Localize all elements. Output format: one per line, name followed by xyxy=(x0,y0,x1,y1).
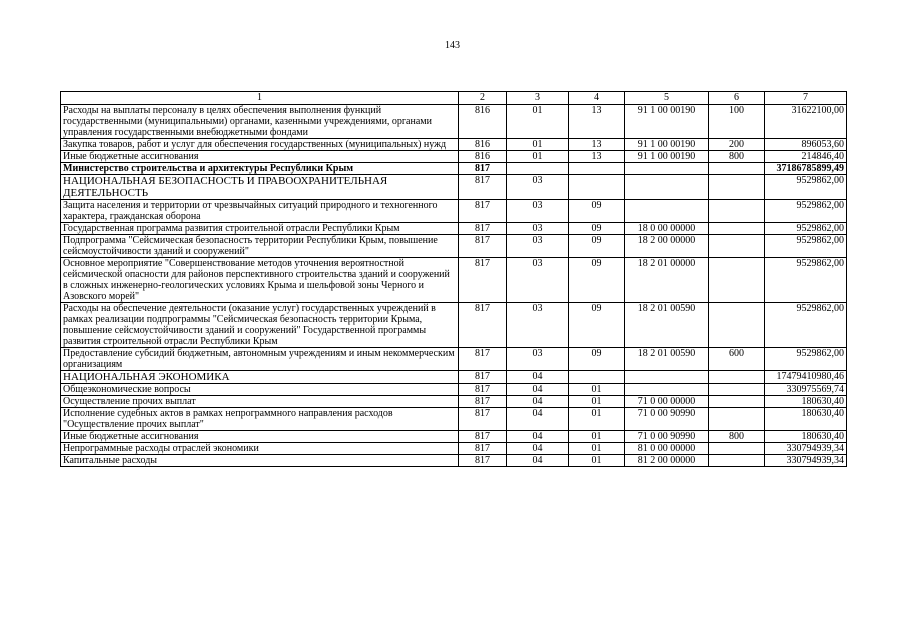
code-ministry-cell: 817 xyxy=(459,303,507,348)
code-expense-type-cell xyxy=(709,258,765,303)
row-name-cell: Общеэкономические вопросы xyxy=(61,384,459,396)
amount-cell: 31622100,00 xyxy=(765,105,847,139)
code-subsection-cell: 09 xyxy=(569,348,625,371)
code-section-cell: 03 xyxy=(507,348,569,371)
code-expense-type-cell xyxy=(709,408,765,431)
amount-cell: 37186785899,49 xyxy=(765,163,847,175)
table-row xyxy=(61,443,847,455)
amount-cell: 9529862,00 xyxy=(765,223,847,235)
row-name-cell: Капитальные расходы xyxy=(61,455,459,467)
code-ministry-cell: 816 xyxy=(459,105,507,139)
table-row xyxy=(61,139,847,151)
code-expense-type-cell xyxy=(709,163,765,175)
code-ministry-cell: 817 xyxy=(459,348,507,371)
code-ministry-cell: 817 xyxy=(459,175,507,200)
amount-cell: 9529862,00 xyxy=(765,175,847,200)
code-section-cell: 04 xyxy=(507,443,569,455)
code-ministry-cell: 817 xyxy=(459,258,507,303)
table-row xyxy=(61,151,847,163)
table-row xyxy=(61,431,847,443)
code-subsection-cell: 09 xyxy=(569,258,625,303)
code-subsection-cell: 13 xyxy=(569,139,625,151)
table-row xyxy=(61,303,847,348)
row-name-cell: Исполнение судебных актов в рамках непрограммного направления расходов "Осуществление прочих выплат" xyxy=(61,408,459,431)
column-header: 1 xyxy=(61,92,459,105)
table-row xyxy=(61,396,847,408)
code-subsection-cell: 09 xyxy=(569,200,625,223)
code-expense-type-cell xyxy=(709,371,765,384)
amount-cell: 9529862,00 xyxy=(765,303,847,348)
code-target-cell: 91 1 00 00190 xyxy=(625,151,709,163)
table-row xyxy=(61,408,847,431)
code-subsection-cell: 09 xyxy=(569,235,625,258)
code-expense-type-cell xyxy=(709,223,765,235)
amount-cell: 896053,60 xyxy=(765,139,847,151)
code-ministry-cell: 817 xyxy=(459,371,507,384)
column-header: 2 xyxy=(459,92,507,105)
amount-cell: 17479410980,46 xyxy=(765,371,847,384)
row-name-cell: Подпрограмма "Сейсмическая безопасность территории Республики Крым, повышение сейсмоустойчивости зданий и сооружений" xyxy=(61,235,459,258)
table-row xyxy=(61,223,847,235)
code-ministry-cell: 817 xyxy=(459,443,507,455)
amount-cell: 330794939,34 xyxy=(765,443,847,455)
code-ministry-cell: 817 xyxy=(459,235,507,258)
code-ministry-cell: 817 xyxy=(459,384,507,396)
column-header: 5 xyxy=(625,92,709,105)
code-expense-type-cell xyxy=(709,200,765,223)
code-expense-type-cell: 800 xyxy=(709,431,765,443)
code-expense-type-cell xyxy=(709,443,765,455)
row-name-cell: Расходы на обеспечение деятельности (оказание услуг) государственных учреждений в рамках реализации подпрограммы "Сейсмическая безопасность территории Крыма, повышение сейсмоустойчивости зданий и сооружений" Государственной программы развития строительной отрасли Республики Крым xyxy=(61,303,459,348)
amount-cell: 9529862,00 xyxy=(765,348,847,371)
code-target-cell: 18 2 00 00000 xyxy=(625,235,709,258)
code-expense-type-cell xyxy=(709,384,765,396)
amount-cell: 9529862,00 xyxy=(765,200,847,223)
code-section-cell: 01 xyxy=(507,105,569,139)
budget-table xyxy=(60,91,847,467)
code-target-cell: 81 2 00 00000 xyxy=(625,455,709,467)
row-name-cell: Иные бюджетные ассигнования xyxy=(61,431,459,443)
code-subsection-cell xyxy=(569,371,625,384)
code-section-cell: 03 xyxy=(507,223,569,235)
code-ministry-cell: 817 xyxy=(459,431,507,443)
code-subsection-cell xyxy=(569,175,625,200)
code-ministry-cell: 817 xyxy=(459,455,507,467)
code-expense-type-cell: 200 xyxy=(709,139,765,151)
table-row xyxy=(61,371,847,384)
code-subsection-cell: 13 xyxy=(569,151,625,163)
row-name-cell: Предоставление субсидий бюджетным, автономным учреждениям и иным некоммерческим организациям xyxy=(61,348,459,371)
code-subsection-cell: 01 xyxy=(569,455,625,467)
column-header: 4 xyxy=(569,92,625,105)
code-ministry-cell: 817 xyxy=(459,223,507,235)
amount-cell: 180630,40 xyxy=(765,408,847,431)
code-target-cell: 91 1 00 00190 xyxy=(625,105,709,139)
row-name-cell: Иные бюджетные ассигнования xyxy=(61,151,459,163)
code-target-cell: 18 0 00 00000 xyxy=(625,223,709,235)
code-expense-type-cell xyxy=(709,175,765,200)
table-row xyxy=(61,105,847,139)
row-name-cell: Государственная программа развития строительной отрасли Республики Крым xyxy=(61,223,459,235)
row-name-cell: Расходы на выплаты персоналу в целях обеспечения выполнения функций государственными (муниципальными) органами, казенными учреждениями, органами управления государственными внебюджетными фондами xyxy=(61,105,459,139)
code-section-cell: 03 xyxy=(507,303,569,348)
code-section-cell: 03 xyxy=(507,258,569,303)
table-row xyxy=(61,200,847,223)
code-target-cell: 71 0 00 00000 xyxy=(625,396,709,408)
code-subsection-cell: 01 xyxy=(569,396,625,408)
code-section-cell xyxy=(507,163,569,175)
amount-cell: 180630,40 xyxy=(765,396,847,408)
row-name-cell: НАЦИОНАЛЬНАЯ ЭКОНОМИКА xyxy=(61,371,459,384)
code-subsection-cell: 09 xyxy=(569,303,625,348)
code-expense-type-cell xyxy=(709,235,765,258)
code-target-cell: 18 2 01 00590 xyxy=(625,303,709,348)
code-target-cell: 91 1 00 00190 xyxy=(625,139,709,151)
column-header: 6 xyxy=(709,92,765,105)
code-section-cell: 03 xyxy=(507,200,569,223)
code-subsection-cell: 01 xyxy=(569,384,625,396)
code-expense-type-cell: 800 xyxy=(709,151,765,163)
code-expense-type-cell: 600 xyxy=(709,348,765,371)
code-subsection-cell: 13 xyxy=(569,105,625,139)
row-name-cell: Министерство строительства и архитектуры Республики Крым xyxy=(61,163,459,175)
column-header: 7 xyxy=(765,92,847,105)
code-expense-type-cell xyxy=(709,396,765,408)
row-name-cell: Закупка товаров, работ и услуг для обеспечения государственных (муниципальных) нужд xyxy=(61,139,459,151)
amount-cell: 9529862,00 xyxy=(765,258,847,303)
code-target-cell xyxy=(625,175,709,200)
code-expense-type-cell xyxy=(709,303,765,348)
code-target-cell xyxy=(625,200,709,223)
code-ministry-cell: 816 xyxy=(459,139,507,151)
code-target-cell: 18 2 01 00590 xyxy=(625,348,709,371)
column-header: 3 xyxy=(507,92,569,105)
code-section-cell: 04 xyxy=(507,455,569,467)
row-name-cell: Непрограммные расходы отраслей экономики xyxy=(61,443,459,455)
code-expense-type-cell xyxy=(709,455,765,467)
code-section-cell: 04 xyxy=(507,396,569,408)
code-target-cell: 71 0 00 90990 xyxy=(625,431,709,443)
table-row xyxy=(61,258,847,303)
code-section-cell: 04 xyxy=(507,371,569,384)
code-subsection-cell: 01 xyxy=(569,443,625,455)
code-subsection-cell: 01 xyxy=(569,408,625,431)
code-target-cell: 71 0 00 90990 xyxy=(625,408,709,431)
code-ministry-cell: 817 xyxy=(459,396,507,408)
code-target-cell: 81 0 00 00000 xyxy=(625,443,709,455)
amount-cell: 330975569,74 xyxy=(765,384,847,396)
row-name-cell: Осуществление прочих выплат xyxy=(61,396,459,408)
row-name-cell: НАЦИОНАЛЬНАЯ БЕЗОПАСНОСТЬ И ПРАВООХРАНИТЕЛЬНАЯ ДЕЯТЕЛЬНОСТЬ xyxy=(61,175,459,200)
code-ministry-cell: 817 xyxy=(459,200,507,223)
code-section-cell: 01 xyxy=(507,151,569,163)
table-row xyxy=(61,384,847,396)
code-section-cell: 04 xyxy=(507,431,569,443)
table-row xyxy=(61,175,847,200)
code-section-cell: 03 xyxy=(507,175,569,200)
code-section-cell: 01 xyxy=(507,139,569,151)
amount-cell: 180630,40 xyxy=(765,431,847,443)
row-name-cell: Защита населения и территории от чрезвычайных ситуаций природного и техногенного характера, гражданская оборона xyxy=(61,200,459,223)
table-body xyxy=(61,105,847,467)
code-subsection-cell: 01 xyxy=(569,431,625,443)
code-target-cell xyxy=(625,384,709,396)
code-section-cell: 03 xyxy=(507,235,569,258)
amount-cell: 9529862,00 xyxy=(765,235,847,258)
code-subsection-cell xyxy=(569,163,625,175)
code-section-cell: 04 xyxy=(507,384,569,396)
code-target-cell: 18 2 01 00000 xyxy=(625,258,709,303)
amount-cell: 214846,40 xyxy=(765,151,847,163)
table-row xyxy=(61,163,847,175)
code-section-cell: 04 xyxy=(507,408,569,431)
amount-cell: 330794939,34 xyxy=(765,455,847,467)
page-number: 143 xyxy=(445,40,460,51)
row-name-cell: Основное мероприятие "Совершенствование методов уточнения вероятностной сейсмической опасности для районов перспективного строительства зданий и сооружений в сложных инженерно-геологических условиях Крыма и шельфовой зоны Черного и Азовского морей" xyxy=(61,258,459,303)
code-ministry-cell: 817 xyxy=(459,163,507,175)
code-target-cell xyxy=(625,371,709,384)
table-row xyxy=(61,348,847,371)
code-ministry-cell: 816 xyxy=(459,151,507,163)
code-expense-type-cell: 100 xyxy=(709,105,765,139)
code-ministry-cell: 817 xyxy=(459,408,507,431)
header-row xyxy=(61,92,847,105)
table-row xyxy=(61,235,847,258)
code-subsection-cell: 09 xyxy=(569,223,625,235)
table-row xyxy=(61,455,847,467)
code-target-cell xyxy=(625,163,709,175)
